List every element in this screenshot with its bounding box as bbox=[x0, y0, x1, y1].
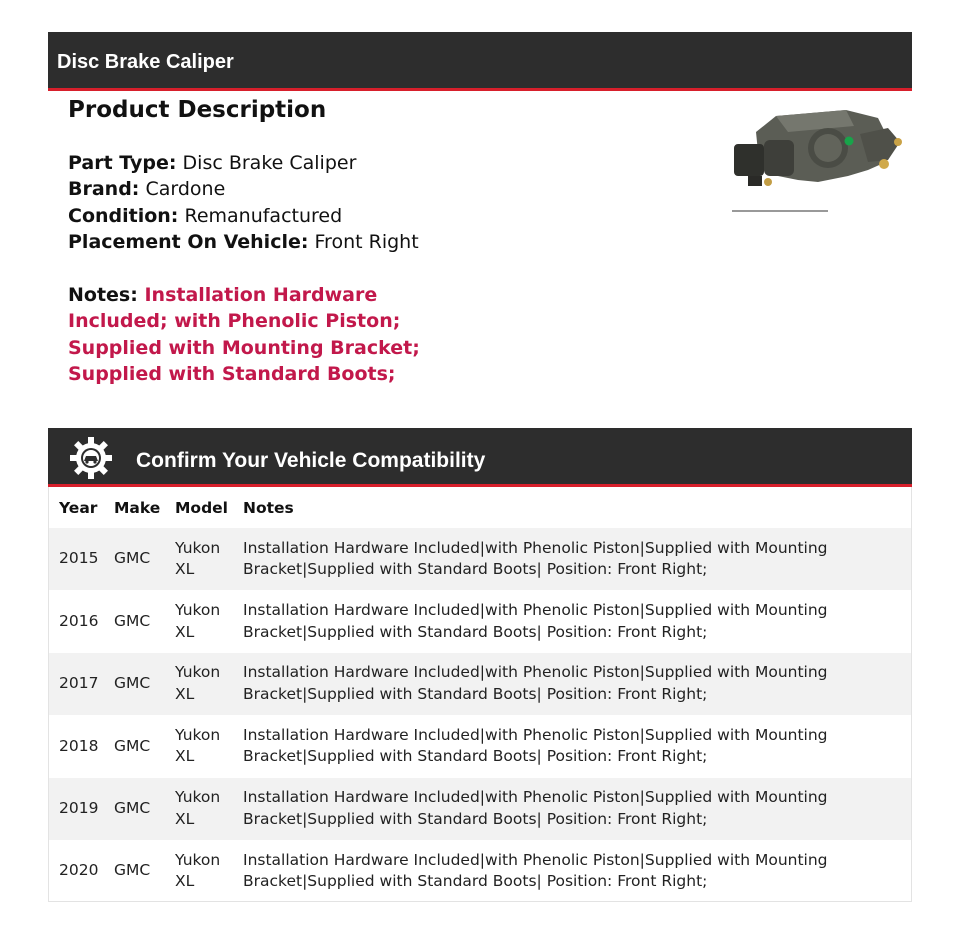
compatibility-table bbox=[48, 487, 912, 902]
cell-notes: Installation Hardware Included|with Phenolic Piston|Supplied with Mounting Bracket|Supplied with Standard Boots| Position: Front Right; bbox=[233, 653, 911, 715]
table-row bbox=[49, 590, 911, 652]
spec-value: Remanufactured bbox=[184, 204, 343, 227]
notes-value: Installation Hardware Included; with Phenolic Piston; Supplied with Mounting Bracket; Supplied with Standard Boots; bbox=[68, 284, 420, 386]
spec-value: Cardone bbox=[145, 178, 226, 201]
cell-model: Yukon XL bbox=[165, 528, 233, 590]
cell-year: 2016 bbox=[59, 611, 99, 630]
spec-label: Placement On Vehicle: bbox=[68, 231, 309, 254]
brake-caliper-photo bbox=[732, 110, 902, 212]
product-notes bbox=[68, 282, 448, 388]
cell-make: GMC bbox=[104, 778, 165, 840]
cell-notes: Installation Hardware Included|with Phenolic Piston|Supplied with Mounting Bracket|Supplied with Standard Boots| Position: Front Right; bbox=[243, 850, 828, 891]
cell-year: 2017 bbox=[49, 653, 104, 715]
cell-make: GMC bbox=[114, 736, 151, 755]
spec-value: Front Right bbox=[314, 231, 419, 254]
compatibility-title: Confirm Your Vehicle Compatibility bbox=[136, 449, 486, 472]
column-header-make: Make bbox=[114, 498, 161, 517]
table-row bbox=[49, 653, 911, 715]
cell-model: Yukon XL bbox=[175, 601, 221, 641]
cell-make: GMC bbox=[104, 653, 165, 715]
product-header-banner bbox=[48, 32, 912, 91]
cell-notes: Installation Hardware Included|with Phenolic Piston|Supplied with Mounting Bracket|Supplied with Standard Boots| Position: Front Right; bbox=[233, 528, 911, 590]
column-header-model: Model bbox=[175, 498, 228, 517]
cell-make: GMC bbox=[104, 528, 165, 590]
spec-brand bbox=[68, 176, 419, 202]
column-header-year: Year bbox=[59, 498, 98, 517]
gear-car-icon bbox=[70, 437, 112, 479]
cell-notes: Installation Hardware Included|with Phenolic Piston|Supplied with Mounting Bracket|Supplied with Standard Boots| Position: Front Right; bbox=[233, 778, 911, 840]
notes-label: Notes: bbox=[68, 284, 138, 306]
spec-label: Condition: bbox=[68, 204, 179, 227]
spec-label: Brand: bbox=[68, 178, 140, 201]
column-header-notes: Notes bbox=[243, 498, 294, 517]
cell-notes: Installation Hardware Included|with Phenolic Piston|Supplied with Mounting Bracket|Supplied with Standard Boots| Position: Front Right; bbox=[243, 601, 828, 641]
cell-make: GMC bbox=[114, 861, 151, 880]
spec-label: Part Type: bbox=[68, 152, 177, 174]
cell-year: 2015 bbox=[49, 528, 104, 590]
cell-year: 2020 bbox=[59, 861, 99, 880]
cell-model: Yukon XL bbox=[175, 725, 221, 766]
spec-condition bbox=[68, 203, 419, 229]
compatibility-header bbox=[48, 428, 912, 487]
spec-placement bbox=[68, 229, 419, 255]
spec-part-type bbox=[68, 150, 419, 176]
cell-model: Yukon XL bbox=[165, 778, 233, 840]
spec-list bbox=[68, 150, 419, 256]
brake-caliper-image bbox=[728, 104, 908, 218]
table-row bbox=[49, 840, 911, 902]
cell-notes: Installation Hardware Included|with Phenolic Piston|Supplied with Mounting Bracket|Supplied with Standard Boots| Position: Front Right; bbox=[243, 725, 828, 766]
table-header-row bbox=[49, 487, 911, 528]
cell-year: 2018 bbox=[59, 736, 99, 755]
product-title: Disc Brake Caliper bbox=[57, 51, 234, 73]
spec-value: Disc Brake Caliper bbox=[182, 152, 357, 174]
table-row bbox=[49, 715, 911, 777]
cell-model: Yukon XL bbox=[165, 653, 233, 715]
cell-year: 2019 bbox=[49, 778, 104, 840]
cell-model: Yukon XL bbox=[175, 850, 221, 891]
cell-make: GMC bbox=[114, 611, 151, 630]
description-heading: Product Description bbox=[68, 97, 327, 123]
table-row bbox=[49, 528, 911, 590]
table-row bbox=[49, 778, 911, 840]
